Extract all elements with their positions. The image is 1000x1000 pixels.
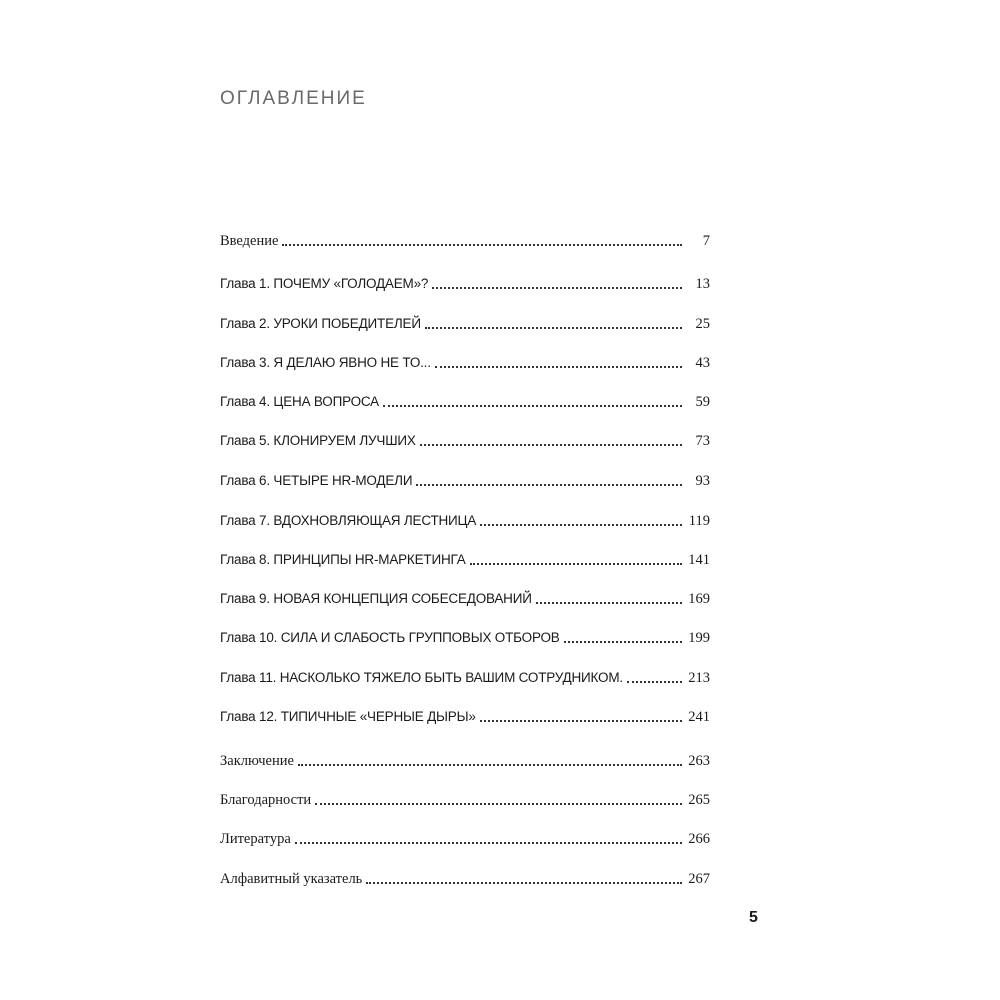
dot-leader [435, 365, 682, 368]
toc-entry-chapter-10[interactable] [220, 623, 710, 647]
toc-entry-chapter-12[interactable] [220, 702, 710, 726]
dot-leader [425, 326, 682, 329]
toc-entry-title: Глава 12. ТИПИЧНЫЕ «ЧЕРНЫЕ ДЫРЫ» [220, 709, 476, 724]
toc-entry-page: 93 [695, 473, 710, 489]
toc-entry-literature[interactable] [220, 824, 710, 848]
toc-entry-chapter-1[interactable] [220, 269, 710, 293]
toc-entry-title: Глава 3. Я ДЕЛАЮ ЯВНО НЕ ТО... [220, 355, 431, 370]
toc-entry-title: Введение [220, 233, 279, 249]
toc-entry-page: 73 [695, 433, 710, 449]
toc-entry-page: 43 [695, 355, 710, 371]
dot-leader [536, 601, 682, 604]
toc-entry-page: 169 [688, 591, 710, 607]
dot-leader [315, 802, 682, 805]
toc-entry-page: 199 [688, 630, 710, 646]
dot-leader [564, 640, 682, 643]
toc-entry-index[interactable] [220, 864, 710, 888]
toc-entry-acknowledgements[interactable] [220, 785, 710, 809]
dot-leader [282, 243, 682, 246]
toc-entry-chapter-4[interactable] [220, 387, 710, 411]
dot-leader [298, 763, 682, 766]
toc-entry-title: Глава 8. ПРИНЦИПЫ HR-МАРКЕТИНГА [220, 552, 466, 567]
toc-entry-title: Глава 4. ЦЕНА ВОПРОСА [220, 394, 379, 409]
toc-entry-title: Глава 11. НАСКОЛЬКО ТЯЖЕЛО БЫТЬ ВАШИМ СОТРУДНИКОМ. [220, 670, 623, 685]
toc-entry-page: 267 [688, 871, 710, 887]
toc-entry-title: Глава 2. УРОКИ ПОБЕДИТЕЛЕЙ [220, 316, 421, 331]
toc-entry-conclusion[interactable] [220, 746, 710, 770]
page-title: ОГЛАВЛЕНИЕ [220, 88, 367, 109]
toc-entry-page: 7 [702, 233, 710, 249]
dot-leader [366, 881, 682, 884]
toc-entry-page: 13 [695, 276, 710, 292]
toc-entry-chapter-9[interactable] [220, 584, 710, 608]
toc-entry-title: Глава 6. ЧЕТЫРЕ HR-МОДЕЛИ [220, 473, 413, 488]
dot-leader [383, 404, 682, 407]
toc-entry-title: Глава 10. СИЛА И СЛАБОСТЬ ГРУППОВЫХ ОТБОРОВ [220, 630, 560, 645]
toc-entry-title: Алфавитный указатель [220, 871, 363, 887]
toc-entry-title: Глава 9. НОВАЯ КОНЦЕПЦИЯ СОБЕСЕДОВАНИЙ [220, 591, 532, 606]
dot-leader [416, 483, 682, 486]
toc-entry-title: Благодарности [220, 792, 312, 808]
toc-entry-page: 213 [688, 670, 710, 686]
toc-entry-chapter-5[interactable] [220, 426, 710, 450]
toc-entry-chapter-11[interactable] [220, 663, 710, 687]
toc-entry-title: Глава 1. ПОЧЕМУ «ГОЛОДАЕМ»? [220, 276, 429, 291]
toc-entry-chapter-3[interactable] [220, 348, 710, 372]
dot-leader [627, 680, 682, 683]
toc-entry-chapter-8[interactable] [220, 545, 710, 569]
toc-entry-page: 25 [695, 316, 710, 332]
toc-entry-title: Глава 5. КЛОНИРУЕМ ЛУЧШИХ [220, 433, 416, 448]
toc-entry-page: 265 [688, 792, 710, 808]
toc-entry-page: 266 [688, 831, 710, 847]
dot-leader [470, 562, 682, 565]
toc-entry-title: Заключение [220, 753, 294, 769]
toc-entry-chapter-6[interactable] [220, 466, 710, 490]
dot-leader [420, 443, 682, 446]
dot-leader [480, 719, 682, 722]
toc-entry-page: 141 [688, 552, 710, 568]
toc-entry-title: Глава 7. ВДОХНОВЛЯЮЩАЯ ЛЕСТНИЦА [220, 513, 477, 528]
toc-entry-page: 263 [688, 753, 710, 769]
toc-entry-chapter-2[interactable] [220, 309, 710, 333]
toc-entry-title: Литература [220, 831, 291, 847]
toc-entry-page: 241 [688, 709, 710, 725]
page-number: 5 [749, 909, 758, 926]
dot-leader [480, 523, 682, 526]
toc-entry-chapter-7[interactable] [220, 506, 710, 530]
dot-leader [432, 286, 682, 289]
toc-entry-introduction[interactable] [220, 226, 710, 250]
toc-entry-page: 59 [695, 394, 710, 410]
dot-leader [295, 841, 682, 844]
toc-entry-page: 119 [688, 513, 710, 529]
